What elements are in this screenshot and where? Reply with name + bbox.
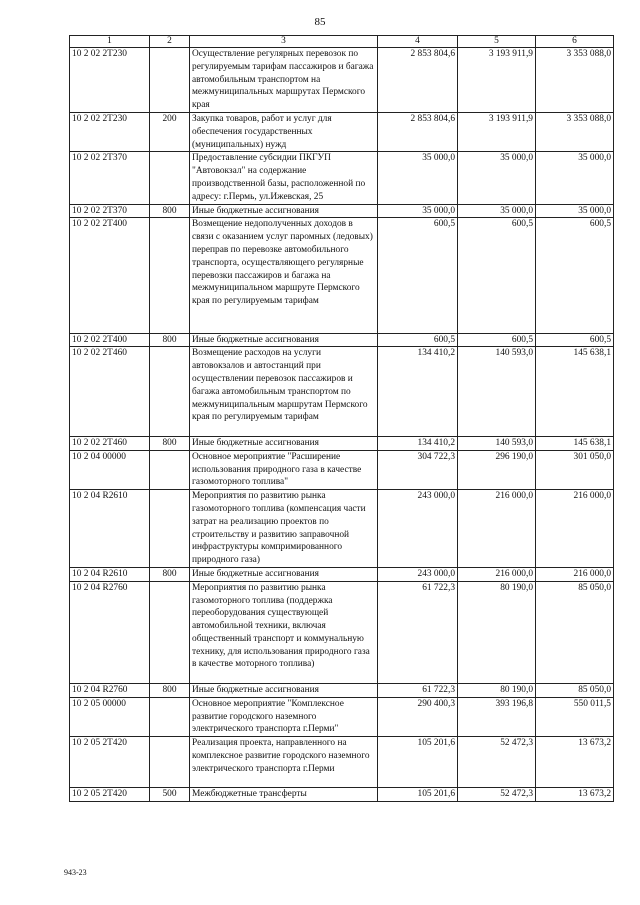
value-1-cell: 2 853 804,6 xyxy=(378,112,458,151)
code-cell: 10 2 04 00000 xyxy=(70,450,150,489)
name-cell: Основное мероприятие "Комплексное развитие городского наземного электрического транспорта г.Перми" xyxy=(190,697,378,736)
name-cell: Иные бюджетные ассигнования xyxy=(190,204,378,218)
value-2-cell: 35 000,0 xyxy=(458,152,536,204)
table-row xyxy=(70,567,614,581)
name-cell: Возмещение недополученных доходов в связи с оказанием услуг паромных (ледовых) переправ по перевозке автомобильного транспорта, осуществляющего регулярные перевозки пассажиров и багажа на межмуниципальном маршруте Пермского края по регулируемым тарифам xyxy=(190,218,378,333)
value-1-cell: 35 000,0 xyxy=(378,152,458,204)
value-3-cell: 3 353 088,0 xyxy=(536,112,614,151)
table-row xyxy=(70,152,614,204)
value-2-cell: 393 196,8 xyxy=(458,697,536,736)
table-row xyxy=(70,788,614,802)
value-1-cell: 61 722,3 xyxy=(378,684,458,698)
code-cell: 10 2 04 R2760 xyxy=(70,581,150,683)
value-2-cell: 35 000,0 xyxy=(458,204,536,218)
type-cell xyxy=(150,450,190,489)
value-1-cell: 61 722,3 xyxy=(378,581,458,683)
name-cell: Межбюджетные трансферты xyxy=(190,788,378,802)
value-1-cell: 290 400,3 xyxy=(378,697,458,736)
value-1-cell: 35 000,0 xyxy=(378,204,458,218)
type-cell: 800 xyxy=(150,567,190,581)
code-cell: 10 2 02 2Т370 xyxy=(70,152,150,204)
name-cell: Иные бюджетные ассигнования xyxy=(190,684,378,698)
code-cell: 10 2 04 R2610 xyxy=(70,490,150,568)
header-cell-name: 3 xyxy=(190,36,378,48)
value-2-cell: 296 190,0 xyxy=(458,450,536,489)
type-cell xyxy=(150,347,190,437)
type-cell xyxy=(150,490,190,568)
name-cell: Иные бюджетные ассигнования xyxy=(190,436,378,450)
name-cell: Закупка товаров, работ и услуг для обеспечения государственных (муниципальных) нужд xyxy=(190,112,378,151)
code-cell: 10 2 05 2Т420 xyxy=(70,737,150,788)
header-row xyxy=(70,36,614,48)
code-cell: 10 2 02 2Т230 xyxy=(70,48,150,113)
name-cell: Предоставление субсидии ПКГУП "Автовокзал" на содержание производственной базы, расположенной по адресу: г.Пермь, ул.Ижевская, 25 xyxy=(190,152,378,204)
value-3-cell: 85 050,0 xyxy=(536,684,614,698)
value-2-cell: 3 193 911,9 xyxy=(458,112,536,151)
header-cell-value-1: 4 xyxy=(378,36,458,48)
code-cell: 10 2 02 2Т460 xyxy=(70,436,150,450)
table-body xyxy=(70,48,614,802)
value-2-cell: 3 193 911,9 xyxy=(458,48,536,113)
value-3-cell: 216 000,0 xyxy=(536,567,614,581)
value-2-cell: 140 593,0 xyxy=(458,436,536,450)
value-1-cell: 243 000,0 xyxy=(378,490,458,568)
budget-table xyxy=(69,35,614,802)
value-1-cell: 304 722,3 xyxy=(378,450,458,489)
value-1-cell: 105 201,6 xyxy=(378,737,458,788)
name-cell: Основное мероприятие "Расширение использования природного газа в качестве газомоторного топлива" xyxy=(190,450,378,489)
table-row xyxy=(70,450,614,489)
type-cell xyxy=(150,218,190,333)
value-2-cell: 600,5 xyxy=(458,218,536,333)
value-1-cell: 243 000,0 xyxy=(378,567,458,581)
value-3-cell: 13 673,2 xyxy=(536,737,614,788)
value-3-cell: 301 050,0 xyxy=(536,450,614,489)
table-row xyxy=(70,697,614,736)
table-row xyxy=(70,490,614,568)
value-2-cell: 216 000,0 xyxy=(458,567,536,581)
table-row xyxy=(70,347,614,437)
code-cell: 10 2 02 2Т460 xyxy=(70,347,150,437)
value-1-cell: 134 410,2 xyxy=(378,436,458,450)
value-3-cell: 145 638,1 xyxy=(536,436,614,450)
type-cell: 800 xyxy=(150,333,190,347)
table-row xyxy=(70,333,614,347)
value-3-cell: 600,5 xyxy=(536,333,614,347)
code-cell: 10 2 02 2Т400 xyxy=(70,218,150,333)
header-cell-type: 2 xyxy=(150,36,190,48)
value-1-cell: 2 853 804,6 xyxy=(378,48,458,113)
code-cell: 10 2 05 2Т420 xyxy=(70,788,150,802)
name-cell: Иные бюджетные ассигнования xyxy=(190,567,378,581)
page-number: 85 xyxy=(314,16,326,28)
value-1-cell: 600,5 xyxy=(378,218,458,333)
type-cell xyxy=(150,697,190,736)
table-row xyxy=(70,48,614,113)
header-cell-value-3: 6 xyxy=(536,36,614,48)
type-cell: 800 xyxy=(150,204,190,218)
header-cell-value-2: 5 xyxy=(458,36,536,48)
code-cell: 10 2 04 R2610 xyxy=(70,567,150,581)
value-3-cell: 85 050,0 xyxy=(536,581,614,683)
type-cell: 200 xyxy=(150,112,190,151)
value-1-cell: 105 201,6 xyxy=(378,788,458,802)
type-cell: 500 xyxy=(150,788,190,802)
table-row xyxy=(70,737,614,788)
footer-code: 943-23 xyxy=(64,868,87,877)
type-cell xyxy=(150,152,190,204)
value-2-cell: 216 000,0 xyxy=(458,490,536,568)
table-row xyxy=(70,684,614,698)
value-2-cell: 52 472,3 xyxy=(458,788,536,802)
value-2-cell: 80 190,0 xyxy=(458,684,536,698)
value-3-cell: 550 011,5 xyxy=(536,697,614,736)
code-cell: 10 2 02 2Т230 xyxy=(70,112,150,151)
name-cell: Осуществление регулярных перевозок по регулируемым тарифам пассажиров и багажа автомобильным транспортом на межмуниципальных маршрутах Пермского края xyxy=(190,48,378,113)
name-cell: Иные бюджетные ассигнования xyxy=(190,333,378,347)
table-row xyxy=(70,581,614,683)
code-cell: 10 2 02 2Т400 xyxy=(70,333,150,347)
value-3-cell: 3 353 088,0 xyxy=(536,48,614,113)
value-2-cell: 80 190,0 xyxy=(458,581,536,683)
code-cell: 10 2 02 2Т370 xyxy=(70,204,150,218)
value-3-cell: 13 673,2 xyxy=(536,788,614,802)
type-cell: 800 xyxy=(150,436,190,450)
table-row xyxy=(70,112,614,151)
type-cell xyxy=(150,48,190,113)
name-cell: Возмещение расходов на услуги автовокзалов и автостанций при осуществлении перевозок пассажиров и багажа автомобильным транспортом по межмуниципальным маршрутам Пермского края по регулируемым тарифам xyxy=(190,347,378,437)
value-2-cell: 52 472,3 xyxy=(458,737,536,788)
name-cell: Мероприятия по развитию рынка газомоторного топлива (компенсация части затрат на реализацию проектов по строительству и развитию заправочной инфраструктуры компримированного природного газа) xyxy=(190,490,378,568)
value-2-cell: 140 593,0 xyxy=(458,347,536,437)
value-3-cell: 35 000,0 xyxy=(536,204,614,218)
header-cell-code: 1 xyxy=(70,36,150,48)
code-cell: 10 2 05 00000 xyxy=(70,697,150,736)
table-row xyxy=(70,436,614,450)
type-cell: 800 xyxy=(150,684,190,698)
value-1-cell: 134 410,2 xyxy=(378,347,458,437)
type-cell xyxy=(150,581,190,683)
value-2-cell: 600,5 xyxy=(458,333,536,347)
budget-table-container xyxy=(69,35,613,802)
name-cell: Мероприятия по развитию рынка газомоторного топлива (поддержка переоборудования существующей автомобильной техники, включая общественный транспорт и коммунальную технику, для использования природного газа в качестве моторного топлива) xyxy=(190,581,378,683)
name-cell: Реализация проекта, направленного на комплексное развитие городского наземного электрического транспорта г.Перми xyxy=(190,737,378,788)
value-3-cell: 145 638,1 xyxy=(536,347,614,437)
value-3-cell: 216 000,0 xyxy=(536,490,614,568)
value-3-cell: 35 000,0 xyxy=(536,152,614,204)
type-cell xyxy=(150,737,190,788)
table-row xyxy=(70,218,614,333)
value-3-cell: 600,5 xyxy=(536,218,614,333)
value-1-cell: 600,5 xyxy=(378,333,458,347)
code-cell: 10 2 04 R2760 xyxy=(70,684,150,698)
table-row xyxy=(70,204,614,218)
